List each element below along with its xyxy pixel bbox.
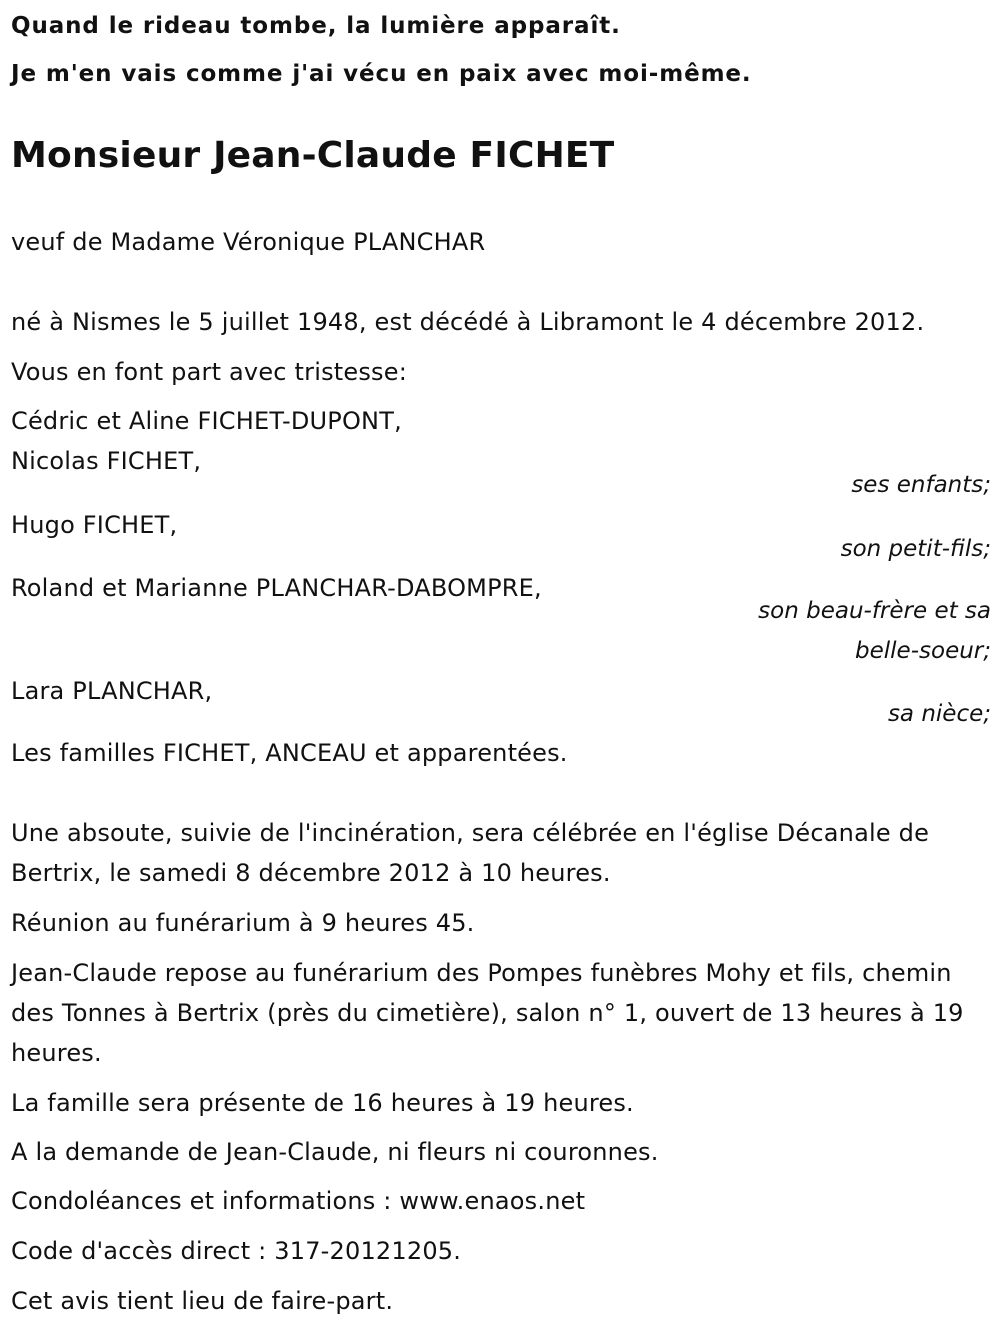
families-line: Les familles FICHET, ANCEAU et apparentées. [11, 739, 568, 767]
children-role: ses enfants; [851, 472, 991, 498]
inlaws-role-line-2: belle-soeur; [855, 638, 991, 664]
quote-line-2: Je m'en vais comme j'ai vécu en paix avec moi-même. [11, 61, 752, 87]
quote-line-1: Quand le rideau tombe, la lumière apparaît. [11, 13, 621, 39]
niece-name: Lara PLANCHAR, [11, 677, 213, 705]
children-line-2: Nicolas FICHET, [11, 447, 202, 475]
meeting-text: Réunion au funérarium à 9 heures 45. [11, 909, 475, 937]
children-line-1: Cédric et Aline FICHET-DUPONT, [11, 407, 402, 435]
access-code-text: Code d'accès direct : 317-20121205. [11, 1237, 462, 1265]
no-flowers-text: A la demande de Jean-Claude, ni fleurs ni couronnes. [11, 1138, 659, 1166]
widower-of-text: veuf de Madame Véronique PLANCHAR [11, 228, 486, 256]
notice-text: Cet avis tient lieu de faire-part. [11, 1287, 394, 1315]
deceased-name-title: Monsieur Jean-Claude FICHET [11, 135, 615, 176]
inlaws-role-line-1: son beau-frère et sa [758, 598, 991, 624]
family-presence-text: La famille sera présente de 16 heures à 19 heures. [11, 1089, 634, 1117]
condolences-text: Condoléances et informations : www.enaos.net [11, 1187, 586, 1215]
announce-intro-text: Vous en font part avec tristesse: [11, 358, 408, 386]
resting-place-text: Jean-Claude repose au funérarium des Pompes funèbres Mohy et fils, chemin des Tonnes à Bertrix (près du cimetière), salon n° 1, ouvert de 13 heures à 19 heures. [11, 959, 964, 1067]
ceremony-text: Une absoute, suivie de l'incinération, sera célébrée en l'église Décanale de Bertrix, le samedi 8 décembre 2012 à 10 heures. [11, 819, 930, 887]
birth-death-text: né à Nismes le 5 juillet 1948, est décédé à Libramont le 4 décembre 2012. [11, 308, 925, 336]
grandson-role: son petit-fils; [840, 536, 991, 562]
inlaws-names: Roland et Marianne PLANCHAR-DABOMPRE, [11, 574, 542, 602]
niece-role: sa nièce; [887, 701, 991, 727]
grandson-name: Hugo FICHET, [11, 511, 178, 539]
